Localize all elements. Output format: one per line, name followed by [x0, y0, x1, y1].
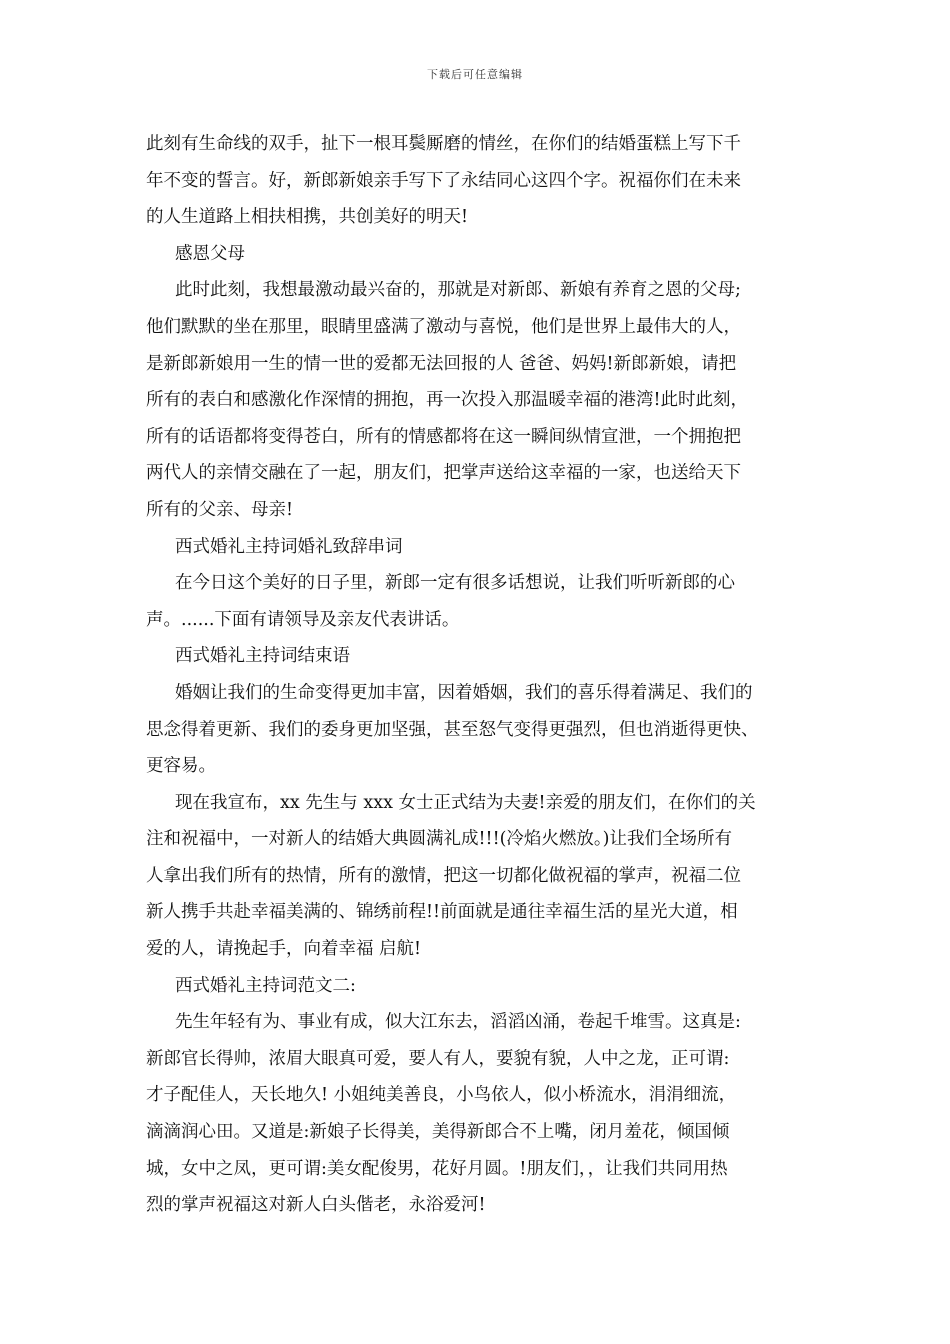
text-line: 此时此刻，我想最激动最兴奋的，那就是对新郎、新娘有养育之恩的父母;	[175, 280, 741, 301]
text-line: 两代人的亲情交融在了一起，朋友们，把掌声送给这幸福的一家，也送给天下	[146, 463, 741, 484]
text-line: 滴滴润心田。又道是:新娘子长得美，美得新郎合不上嘴，闭月羞花，倾国倾	[146, 1122, 730, 1143]
text-line: 先生年轻有为、事业有成，似大江东去，滔滔凶涌，卷起千堆雪。这真是:	[175, 1012, 741, 1033]
text-line: 烈的掌声祝福这对新人白头偕老，永浴爱河!	[146, 1195, 486, 1216]
text-line: 所有的话语都将变得苍白，所有的情感都将在这一瞬间纵情宣泄，一个拥抱把	[146, 426, 741, 447]
text-line: 城，女中之凤，更可谓:美女配俊男，花好月圆。!朋友们，，让我们共同用热	[146, 1158, 728, 1179]
text-line: 爱的人，请挽起手，向着幸福 启航!	[146, 939, 422, 960]
text-line: 是新郎新娘用一生的情一世的爱都无法回报的人 爸爸、妈妈!新郎新娘，请把	[146, 353, 737, 374]
text-line: 西式婚礼主持词婚礼致辞串词	[175, 536, 403, 557]
text-line: 才子配佳人，天长地久! 小姐纯美善良，小鸟依人，似小桥流水，涓涓细流，	[146, 1085, 737, 1106]
text-line: 的人生道路上相扶相携，共创美好的明天!	[146, 207, 469, 228]
text-line: 人拿出我们所有的热情，所有的激情，把这一切都化做祝福的掌声，祝福二位	[146, 865, 741, 886]
text-line: 更容易。	[146, 756, 216, 777]
text-line: 西式婚礼主持词结束语	[175, 646, 350, 667]
text-line: 他们默默的坐在那里，眼睛里盛满了激动与喜悦，他们是世界上最伟大的人，	[146, 316, 741, 337]
text-line: 新郎官长得帅，浓眉大眼真可爱，要人有人，要貌有貌，人中之龙，正可谓:	[146, 1048, 730, 1069]
text-line: 在今日这个美好的日子里，新郎一定有很多话想说，让我们听听新郎的心	[175, 573, 735, 594]
text-line: 所有的父亲、母亲!	[146, 499, 294, 520]
text-line: 感恩父母	[175, 243, 245, 264]
text-line: 声。......下面有请领导及亲友代表讲话。	[146, 609, 460, 630]
text-line: 此刻有生命线的双手，扯下一根耳鬓厮磨的情丝，在你们的结婚蛋糕上写下千	[146, 134, 741, 154]
page-header: 下载后可任意编辑	[427, 68, 523, 81]
text-line: 婚姻让我们的生命变得更加丰富，因着婚姻，我们的喜乐得着满足、我们的	[175, 682, 753, 703]
text-line: 西式婚礼主持词范文二:	[175, 975, 356, 996]
text-line: 年不变的誓言。好，新郎新娘亲手写下了永结同心这四个字。祝福你们在未来	[146, 170, 741, 191]
text-line: 思念得着更新、我们的委身更加坚强，甚至怒气变得更强烈，但也消逝得更快、	[146, 719, 759, 740]
text-line: 注和祝福中，一对新人的结婚大典圆满礼成!!!(冷焰火燃放。)让我们全场所有	[146, 829, 732, 850]
text-line: 新人携手共赴幸福美满的、锦绣前程!!前面就是通往幸福生活的星光大道，相	[146, 902, 738, 923]
text-line: 现在我宣布，xx 先生与 xxx 女士正式结为夫妻!亲爱的朋友们，在你们的关	[175, 792, 756, 813]
text-line: 所有的表白和感激化作深情的拥抱，再一次投入那温暖幸福的港湾!此时此刻，	[146, 390, 749, 411]
document-body	[146, 126, 826, 1224]
